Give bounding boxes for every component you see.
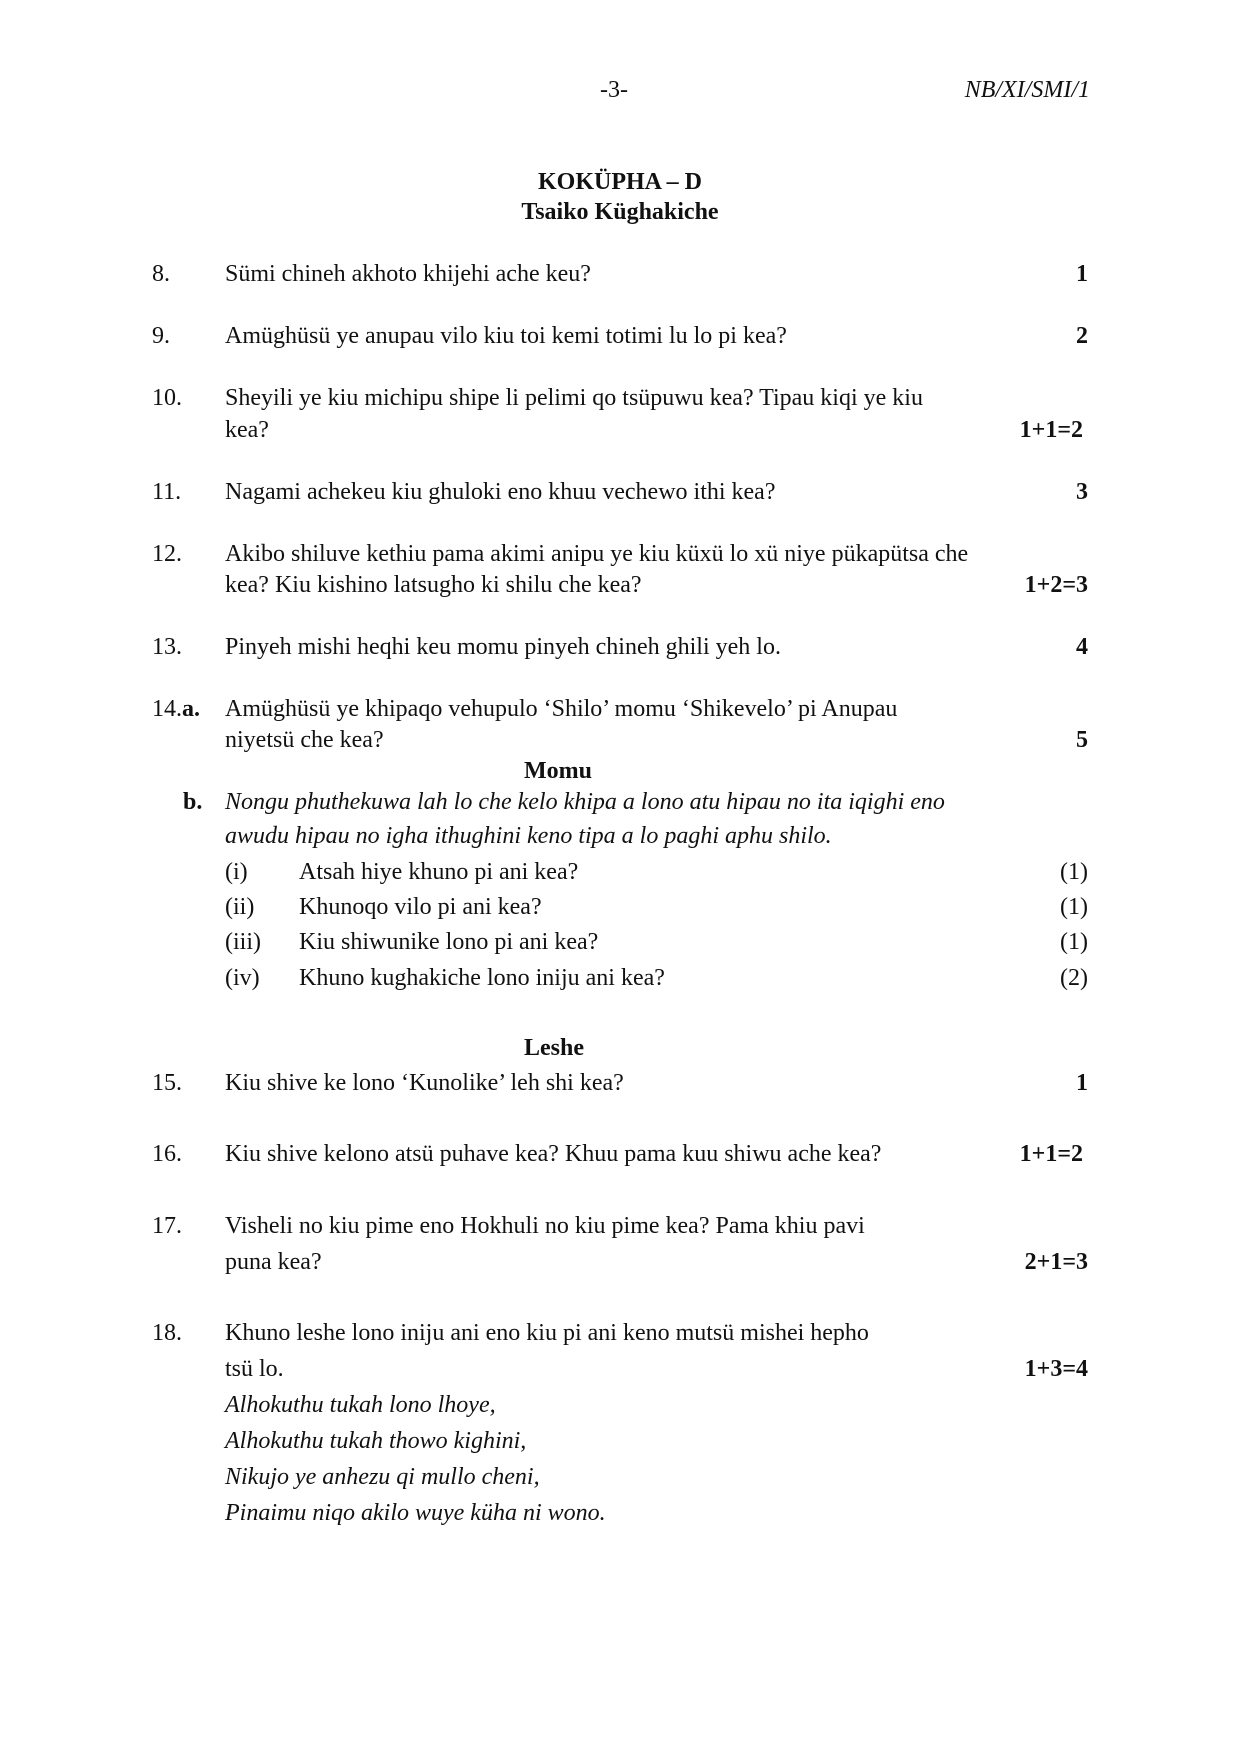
question-marks: 1+1=2 [1019, 417, 1083, 443]
question-number: 16. [152, 1141, 182, 1167]
question-text: kea? Kiu kishino latsugho ki shilu che kea? [225, 572, 642, 598]
question-text: Khuno leshe lono iniju ani eno kiu pi ani keno mutsü mishei hepho [225, 1320, 869, 1346]
question-text: tsü lo. [225, 1356, 284, 1382]
question-number: 10. [152, 385, 182, 411]
passage-text: Nongu phuthekuwa lah lo che kelo khipa a lono atu hipau no ita iqighi eno [225, 789, 945, 815]
question-marks: 2+1=3 [1024, 1249, 1088, 1275]
question-number: 12. [152, 541, 182, 567]
question-marks: 5 [1076, 727, 1088, 753]
subsection-heading: Leshe [524, 1035, 584, 1061]
question-text: Pinyeh mishi heqhi keu momu pinyeh chineh ghili yeh lo. [225, 634, 781, 660]
sub-question-label: (iii) [225, 929, 261, 955]
or-separator: Momu [524, 758, 592, 784]
question-text: Kiu shive kelono atsü puhave kea? Khuu pama kuu shiwu ache kea? [225, 1141, 882, 1167]
question-text: Visheli no kiu pime eno Hokhuli no kiu pime kea? Pama khiu pavi [225, 1213, 865, 1239]
sub-question-marks: (1) [1060, 859, 1088, 885]
sub-question-marks: (1) [1060, 929, 1088, 955]
question-number: 8. [152, 261, 170, 287]
question-number: 14.a. [152, 696, 200, 722]
page-number: -3- [600, 77, 628, 103]
sub-question-label: (i) [225, 859, 248, 885]
sub-question-label: (iv) [225, 965, 260, 991]
option-label: b. [183, 789, 203, 815]
question-text: Sheyili ye kiu michipu shipe li pelimi qo tsüpuwu kea? Tipau kiqi ye kiu [225, 385, 923, 411]
poem-line: Alhokuthu tukah lono lhoye, [225, 1392, 496, 1418]
question-text: Amüghüsü ye anupau vilo kiu toi kemi totimi lu lo pi kea? [225, 323, 787, 349]
question-text: Sümi chineh akhoto khijehi ache keu? [225, 261, 591, 287]
document-code: NB/XI/SMI/1 [964, 77, 1090, 103]
question-text: puna kea? [225, 1249, 322, 1275]
question-number: 9. [152, 323, 170, 349]
question-number: 17. [152, 1213, 182, 1239]
sub-question-text: Atsah hiye khuno pi ani kea? [299, 859, 579, 885]
question-number: 15. [152, 1070, 182, 1096]
sub-question-text: Khuno kughakiche lono iniju ani kea? [299, 965, 665, 991]
section-subtitle: Tsaiko Küghakiche [521, 199, 719, 225]
question-number: 18. [152, 1320, 182, 1346]
question-text: Nagami achekeu kiu ghuloki eno khuu vechewo ithi kea? [225, 479, 776, 505]
question-number: 11. [152, 479, 182, 505]
passage-text: awudu hipau no igha ithughini keno tipa a lo paghi aphu shilo. [225, 823, 832, 849]
question-text: Amüghüsü ye khipaqo vehupulo ‘Shilo’ momu ‘Shikevelo’ pi Anupau [225, 696, 898, 722]
question-marks: 2 [1076, 323, 1088, 349]
question-text: Akibo shiluve kethiu pama akimi anipu ye kiu küxü lo xü niye pükapütsa che [225, 541, 969, 567]
question-text: Kiu shive ke lono ‘Kunolike’ leh shi kea? [225, 1070, 624, 1096]
sub-question-label: (ii) [225, 894, 255, 920]
question-marks: 1+1=2 [1019, 1141, 1083, 1167]
poem-line: Alhokuthu tukah thowo kighini, [225, 1428, 527, 1454]
sub-question-marks: (1) [1060, 894, 1088, 920]
question-number: 13. [152, 634, 182, 660]
section-title: KOKÜPHA – D [537, 169, 702, 195]
question-marks: 1+2=3 [1024, 572, 1088, 598]
sub-question-text: Khunoqo vilo pi ani kea? [299, 894, 542, 920]
question-text: kea? [225, 417, 269, 443]
question-text: niyetsü che kea? [225, 727, 384, 753]
question-marks: 1+3=4 [1024, 1356, 1088, 1382]
poem-line: Pinaimu niqo akilo wuye küha ni wono. [225, 1500, 606, 1526]
question-marks: 1 [1076, 1070, 1088, 1096]
question-marks: 3 [1076, 479, 1088, 505]
sub-question-text: Kiu shiwunike lono pi ani kea? [299, 929, 599, 955]
sub-question-marks: (2) [1060, 965, 1088, 991]
poem-line: Nikujo ye anhezu qi mullo cheni, [225, 1464, 540, 1490]
question-marks: 1 [1076, 261, 1088, 287]
question-marks: 4 [1076, 634, 1088, 660]
